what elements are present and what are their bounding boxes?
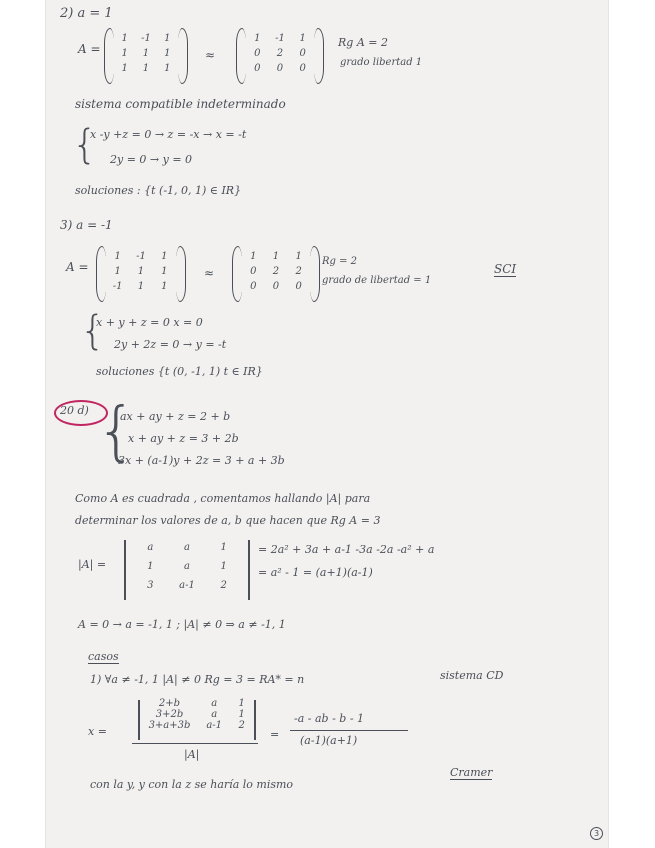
matrix-label: A = [66, 260, 89, 274]
approx-sign: ≈ [204, 266, 215, 280]
eq-line: ax + ay + z = 2 + b [120, 410, 231, 423]
eq-line: x + ay + z = 3 + 2b [128, 432, 239, 445]
solutions-text: soluciones : {t (-1, 0, 1) ∈ IR} [75, 184, 242, 197]
eq-line: 2y = 0 → y = 0 [110, 153, 193, 166]
x-result-numerator: -a - ab - b - 1 [294, 712, 365, 725]
section-3-heading: 3) a = -1 [60, 218, 113, 232]
matrix-A-3 [96, 246, 186, 302]
eq-line: 3x + (a-1)y + 2z = 3 + a + 3b [118, 454, 285, 467]
page-number: 3 [590, 827, 603, 840]
cases-heading: casos [88, 650, 119, 663]
determinant-result: = a² - 1 = (a+1)(a-1) [258, 566, 373, 579]
freedom-text: grado de libertad = 1 [322, 275, 432, 286]
equals-sign: = [270, 728, 280, 741]
zero-condition: A = 0 → a = -1, 1 ; |A| ≠ 0 ⇒ a ≠ -1, 1 [78, 618, 286, 631]
x-label: x = [88, 725, 107, 738]
rank-text: Rg A = 2 [338, 36, 388, 49]
determinant-bar-left [124, 540, 126, 600]
explanation-line: determinar los valores de a, b que hacen que Rg A = 3 [75, 514, 381, 527]
approx-sign: ≈ [205, 48, 216, 62]
matrix-A-2-reduced [236, 28, 324, 84]
cramer-tag: Cramer [450, 766, 493, 779]
fraction-bar [132, 743, 258, 744]
system-type: sistema compatible indeterminado [75, 97, 286, 111]
matrix-A-3-reduced-grid: 1 1 1 0 2 2 0 0 0 [250, 251, 302, 292]
matrix-A-3-reduced [232, 246, 320, 302]
system-brace: { [80, 308, 106, 354]
cramer-numerator-grid: 2+b a 1 3+2b a 1 3+a+3b a-1 2 [148, 698, 245, 731]
matrix-A-2-grid: 1 -1 1 1 1 1 1 1 1 [121, 33, 171, 74]
explanation-line: Como A es cuadrada , comentamos hallando |A| para [75, 492, 371, 505]
section-2-heading: 2) a = 1 [60, 6, 113, 21]
eq-line: x -y +z = 0 → z = -x → x = -t [90, 128, 247, 141]
freedom-text: grado libertad 1 [340, 57, 423, 68]
sci-tag: SCI [494, 262, 517, 276]
exercise-label: 20 d) [60, 404, 89, 417]
fraction-bar [290, 730, 408, 731]
x-result-denominator: (a-1)(a+1) [300, 734, 358, 747]
matrix-A-2 [104, 28, 188, 84]
determinant-bar-right [248, 540, 250, 600]
cramer-bar-right [254, 700, 256, 740]
cramer-denominator: |A| [184, 748, 200, 761]
matrix-A-3-grid: 1 -1 1 1 1 1 -1 1 1 [112, 251, 168, 292]
eq-line: x + y + z = 0 x = 0 [96, 316, 203, 329]
determinant-grid: a a 1 1 a 1 3 a-1 2 [147, 542, 227, 591]
determinant-label: |A| = [78, 558, 107, 571]
matrix-A-2-reduced-grid: 1 -1 1 0 2 0 0 0 0 [254, 33, 306, 74]
case-1: 1) ∀a ≠ -1, 1 |A| ≠ 0 Rg = 3 = RA* = n [90, 673, 305, 686]
solutions-text: soluciones {t (0, -1, 1) t ∈ IR} [96, 365, 263, 378]
rank-text: Rg = 2 [322, 256, 358, 267]
eq-line: 2y + 2z = 0 → y = -t [114, 338, 227, 351]
determinant-result: = 2a² + 3a + a-1 -3a -2a -a² + a [258, 543, 435, 556]
case-1-tag: sistema CD [440, 669, 504, 682]
system-brace: { [96, 395, 137, 469]
cramer-bar-left [138, 700, 140, 740]
matrix-label: A = [78, 42, 101, 56]
system-brace: { [72, 122, 98, 168]
closing-note: con la y, y con la z se haría lo mismo [90, 778, 294, 791]
